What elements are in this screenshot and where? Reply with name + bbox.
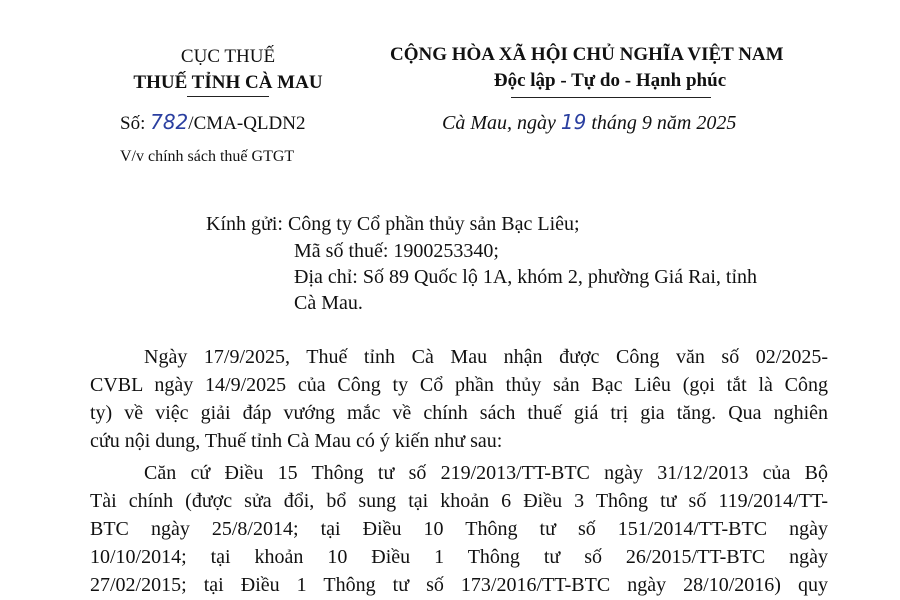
paragraph-line: BTC ngày 25/8/2014; tại Điều 10 Thông tư số 151/2014/TT-BTC ngày	[90, 518, 828, 540]
paragraph-line: 10/10/2014; tại khoản 10 Điều 1 Thông tư số 26/2015/TT-BTC ngày	[90, 546, 828, 568]
dateline-day-handwritten: 19	[560, 110, 587, 134]
document-number-suffix: /CMA-QLDN2	[188, 113, 306, 134]
paragraph-line: CVBL ngày 14/9/2025 của Công ty Cổ phần thủy sản Bạc Liêu (gọi tắt là Công	[90, 374, 828, 396]
paragraph-line: cứu nội dung, Thuế tỉnh Cà Mau có ý kiến như sau:	[90, 430, 503, 452]
paragraph-line: Căn cứ Điều 15 Thông tư số 219/2013/TT-BTC ngày 31/12/2013 của Bộ	[144, 462, 828, 484]
national-motto: Độc lập - Tự do - Hạnh phúc	[493, 70, 727, 91]
paragraph-line: ty) về việc giải đáp vướng mắc về chính sách thuế giá trị gia tăng. Qua nghiên	[90, 402, 828, 424]
document-number-handwritten: 782	[150, 110, 189, 134]
department-name: THUẾ TỈNH CÀ MAU	[133, 72, 323, 93]
dateline	[442, 110, 736, 135]
paragraph-line: Ngày 17/9/2025, Thuế tỉnh Cà Mau nhận được Công văn số 02/2025-	[144, 346, 828, 368]
header-left-divider	[187, 96, 269, 97]
document-number	[120, 110, 305, 135]
dateline-place: Cà Mau, ngày	[442, 112, 561, 134]
document-number-prefix: Số:	[120, 113, 146, 134]
recipient-address: Địa chỉ: Số 89 Quốc lộ 1A, khóm 2, phường Giá Rai, tỉnh	[294, 266, 758, 288]
recipient-address-cont: Cà Mau.	[294, 292, 363, 314]
national-title: CỘNG HÒA XÃ HỘI CHỦ NGHĨA VIỆT NAM	[390, 44, 784, 65]
paragraph-line: 27/02/2015; tại Điều 1 Thông tư số 173/2016/TT-BTC ngày 28/10/2016) quy	[90, 574, 828, 596]
recipient-line: Kính gửi: Công ty Cổ phần thủy sản Bạc Liêu;	[206, 213, 580, 235]
recipient-tax-code: Mã số thuế: 1900253340;	[294, 240, 499, 262]
dateline-month-year: tháng 9 năm 2025	[586, 112, 737, 134]
agency-name: CỤC THUẾ	[180, 46, 276, 67]
paragraph-line: Tài chính (được sửa đổi, bổ sung tại khoản 6 Điều 3 Thông tư số 119/2014/TT-	[90, 490, 828, 512]
header-right-divider	[511, 97, 711, 98]
document-subject: V/v chính sách thuế GTGT	[120, 148, 295, 165]
